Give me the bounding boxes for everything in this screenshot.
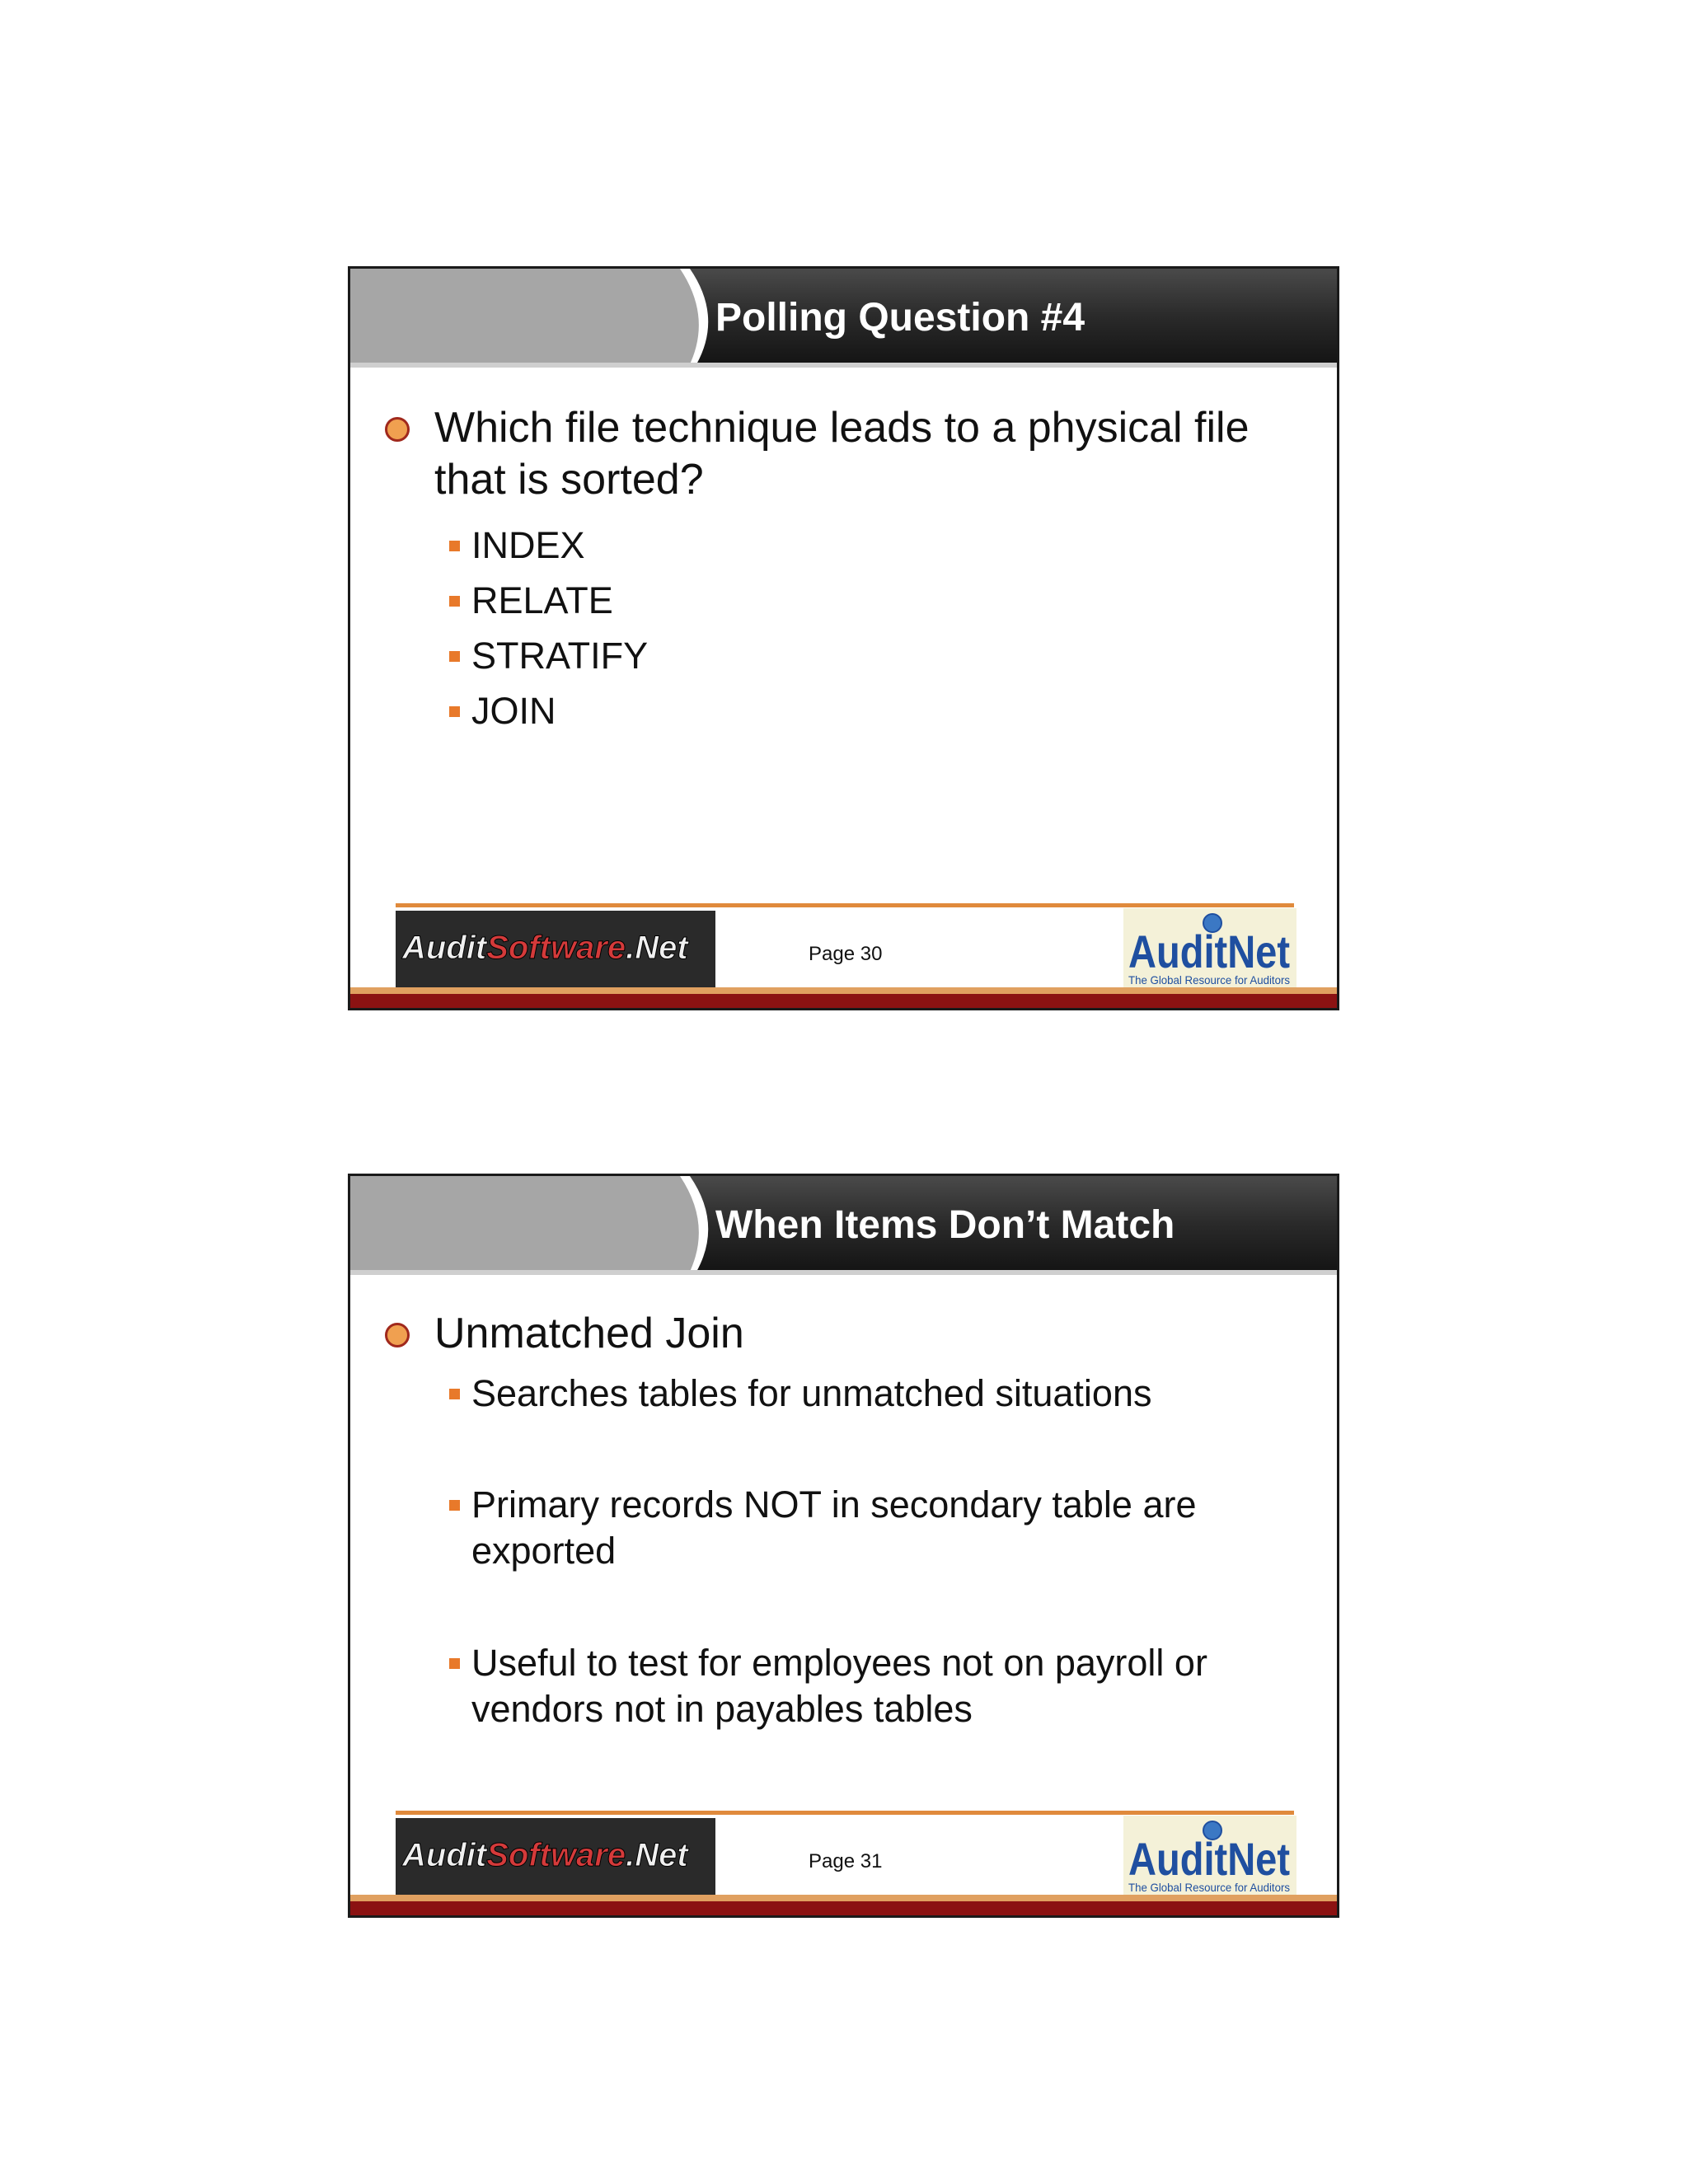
logo-right-tagline: The Global Resource for Auditors [1128, 973, 1290, 987]
auditsoftware-logo [396, 911, 715, 987]
orange-square-bullet-icon [449, 541, 460, 551]
footer-stripe [350, 987, 1337, 1010]
logo-right-name: AuditNet [1128, 926, 1290, 977]
auditnet-logo [1123, 908, 1296, 989]
slide-header [350, 1176, 1337, 1275]
list-item-text: INDEX [471, 524, 585, 566]
logo-left-part3: .Net [626, 930, 688, 966]
slide-title: When Items Don’t Match [715, 1203, 1175, 1247]
footer-divider [396, 903, 1294, 907]
logo-left-part2: Software [486, 1837, 626, 1873]
logo-left-part2: Software [486, 930, 626, 966]
list-item-text: STRATIFY [471, 635, 649, 677]
footer-stripe [350, 1895, 1337, 1918]
slide-page-31 [348, 1174, 1339, 1918]
auditnet-logo [1123, 1816, 1296, 1896]
logo-right-tagline: The Global Resource for Auditors [1128, 1881, 1290, 1894]
logo-left-part3: .Net [626, 1837, 688, 1873]
main-bullet-text: Unmatched Join [434, 1310, 744, 1357]
orange-square-bullet-icon [449, 1389, 460, 1399]
main-bullet-text: Which file technique leads to a physical file that is sorted? [434, 404, 1250, 504]
list-item-text: Useful to test for employees not on payroll or vendors not in payables tables [471, 1642, 1207, 1730]
slide-page-30 [348, 266, 1339, 1010]
svg-text:AuditSoftware.Net [401, 930, 689, 966]
orange-square-bullet-icon [449, 596, 460, 607]
page-number: Page 30 [809, 943, 883, 965]
list-item-text: JOIN [471, 690, 556, 732]
list-item-text: RELATE [471, 579, 613, 621]
slide-title: Polling Question #4 [715, 296, 1085, 340]
orange-square-bullet-icon [449, 651, 460, 662]
orange-circle-bullet-icon [385, 1323, 410, 1347]
list-item-text: Searches tables for unmatched situations [471, 1372, 1152, 1414]
orange-square-bullet-icon [449, 1658, 460, 1669]
slide-footer [350, 903, 1337, 1010]
footer-divider [396, 1811, 1294, 1815]
logo-left-part1: Audit [402, 1837, 487, 1873]
page-number: Page 31 [809, 1850, 883, 1872]
orange-square-bullet-icon [449, 706, 460, 717]
logo-right-name: AuditNet [1128, 1833, 1290, 1885]
auditsoftware-logo [396, 1818, 715, 1895]
slide-header [350, 269, 1337, 368]
slide-footer [350, 1811, 1337, 1918]
orange-circle-bullet-icon [385, 417, 410, 442]
orange-square-bullet-icon [449, 1500, 460, 1511]
svg-text:AuditSoftware.Net [401, 1837, 689, 1873]
logo-left-part1: Audit [402, 930, 487, 966]
list-item-text: Primary records NOT in secondary table are exported [471, 1483, 1197, 1572]
